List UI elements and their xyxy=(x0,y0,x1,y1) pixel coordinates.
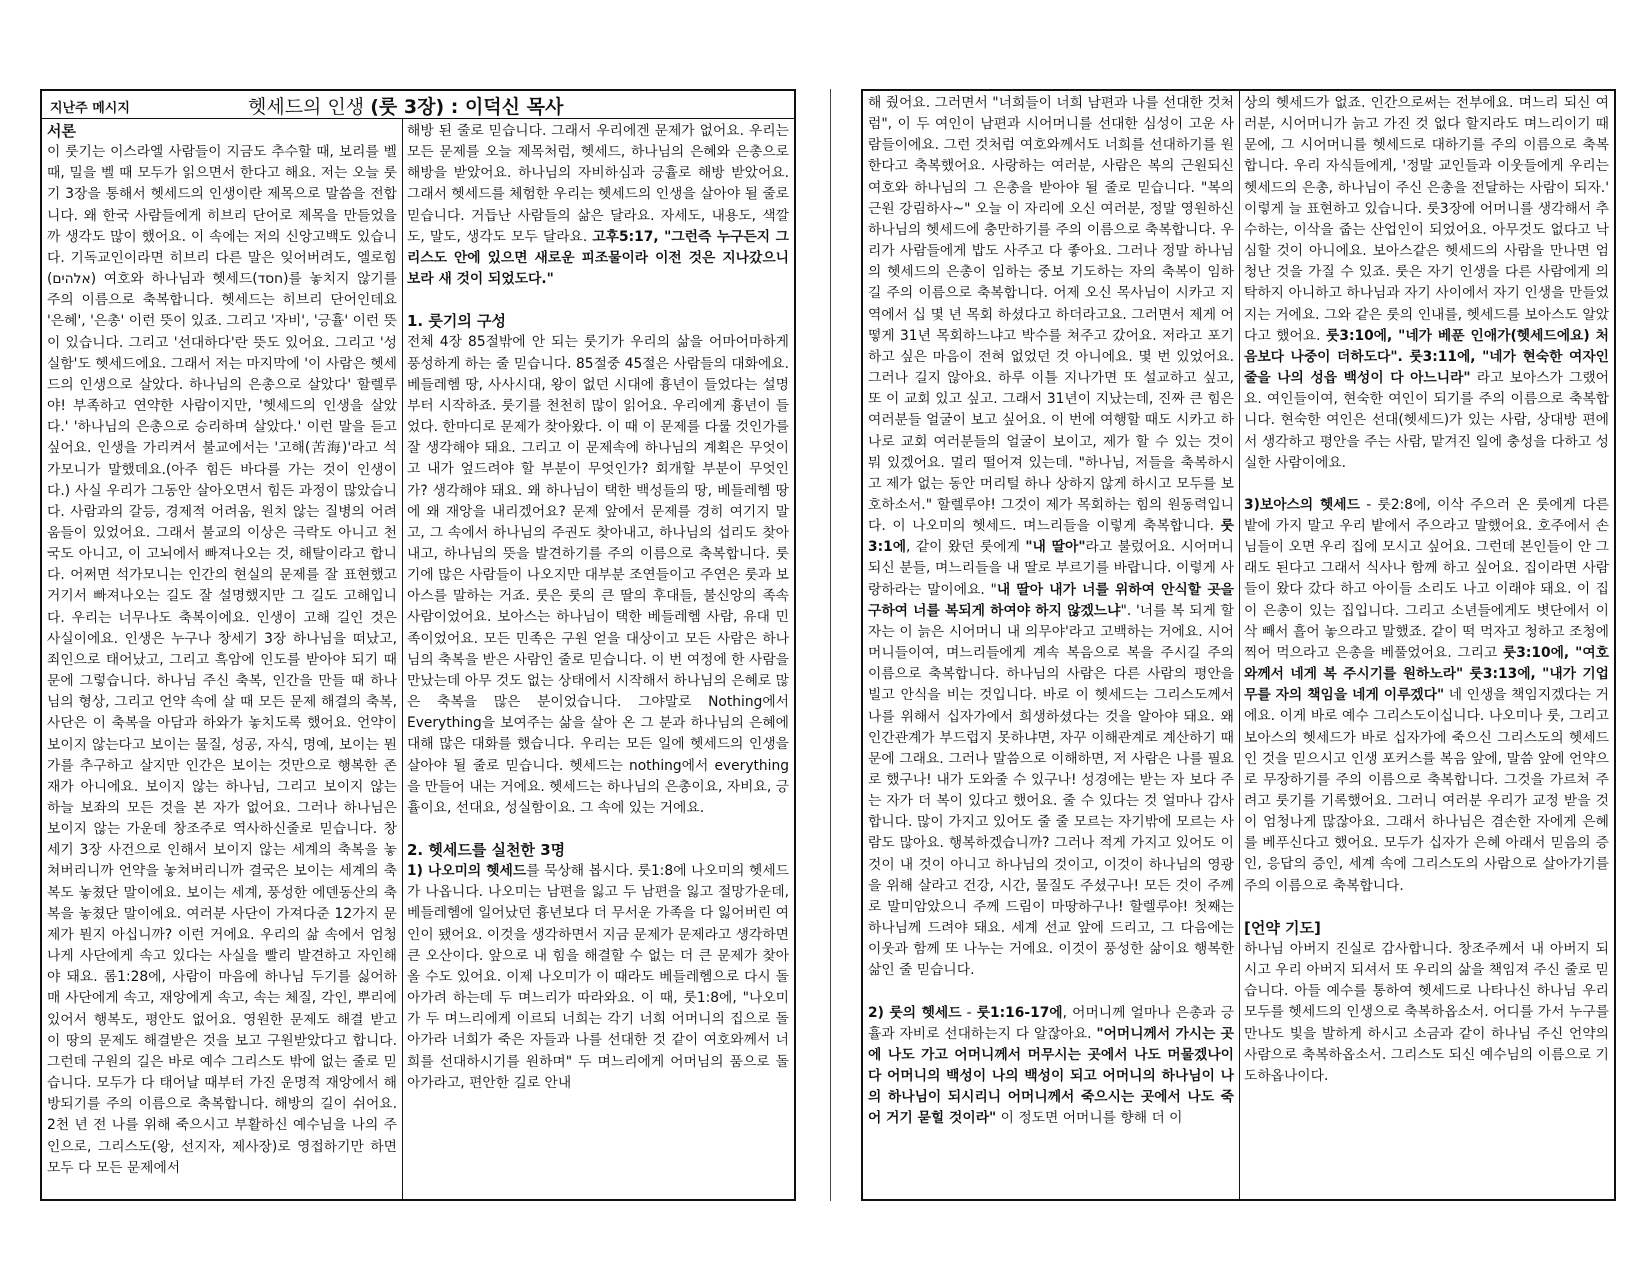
intro-heading: 서론 xyxy=(47,122,76,140)
verse-ref: 룻1:16-17에 xyxy=(976,1004,1063,1021)
paragraph xyxy=(407,121,789,290)
subheading: 2) 룻의 헷세드 xyxy=(868,1004,962,1021)
section-heading-1: 1. 룻기의 구성 xyxy=(407,312,507,331)
sermon-title xyxy=(248,92,563,119)
subheading: 3)보아스의 헷세드 xyxy=(1244,496,1360,513)
column-2 xyxy=(402,119,794,1199)
section-heading-2: 2. 헷세드를 실천한 3명 xyxy=(407,841,566,859)
right-page xyxy=(861,89,1616,1201)
paragraph-text: 해방 된 줄로 믿습니다. 그래서 우리에겐 문제가 없어요. 우리는 모든 문제를 오늘 제목처럼, 헷세드, 하나님의 은혜와 은총으로 해방을 받았어요. 하나님의 자비하심과 긍휼로 해방 받았어요. 그래서 헷세드를 체험한 우리는 헷세드의 인생을 살아야 될 줄로 믿습니다. 거듭난 사람들의 삶은 달라요. 자세도, 내용도, 색깔도, 말도, 생각도 모두 달라요. xyxy=(407,123,789,245)
sermon-title-bold: (룻 3장) : 이덕신 목사 xyxy=(370,96,564,118)
column-4 xyxy=(1239,91,1614,1199)
scripture-quote: 룻3:10에, "네가 베푼 인애가(헷세드에요) 처음보다 나중이 더하도다". 룻3:11에, "네가 현숙한 여자인 줄을 나의 성읍 백성이 다 아느니라" xyxy=(1244,327,1609,387)
paragraph xyxy=(407,861,789,1094)
paragraph-text: 상의 헷세드가 없죠. 인간으로써는 전부에요. 며느리 되신 여러분, 시어머니가 늙고 가진 것 없다 할지라도 며느리이기 때문에, 그 시어머니를 헷세드로 대하기를 주의 이름으로 축복합니다. 우리 자식들에게, '정말 교인들과 이웃들에게 우리는 헷세드의 은총, 하나님이 주신 은총을 전달하는 사람이 되자.' 이렇게 늘 표현하고 있습니다. 룻3장에 어머니를 생각해서 추수하는, 이삭을 줍는 산업인이 되었어요. 아무것도 없다고 낙심할 것이 아니에요. 보아스같은 헷세드의 사람을 만나면 엄청난 것을 가질 수 있죠. 룻은 자기 인생을 다른 사람에게 의탁하지 아니하고 하나님과 자기 사이에서 자기 인생을 만들었지는 거에요. 그와 같은 룻의 인내를, 헷세드를 보아스도 알았다고 했어요. xyxy=(1244,95,1609,344)
paragraph-text: 네 인생을 책임지겠다는 거에요. 이게 바로 예수 그리스도이십니다. 나오미나 룻, 그리고 보아스의 헷세드가 바로 십자가에 죽으신 그리스도의 헷세드인 것을 믿으시고 인생 포커스를 복음 앞에, 말씀 앞에 언약으로 무장하기를 주의 이름으로 축복합니다. 그것을 가르쳐 주려고 룻기를 기록했어요. 그러니 여러분 우리가 교정 받을 것이 엄청나게 많잖아요. 그래서 하나님은 겸손한 자에게 은혜를 베푸신다고 했어요. 모두가 십자가 은혜 아래서 믿음의 증인, 응답의 증인, 세계 속에 그리스도의 사람으로 살아가기를 주의 이름으로 축복합니다. xyxy=(1244,687,1609,894)
paragraph-text: 라고 보아스가 그랬어요. 여인들이여, 현숙한 여인이 되기를 주의 이름으로 축복합니다. 현숙한 여인은 선대(헷세드)가 있는 사람, 상대방 편에서 생각하고 평안을 주는 사람, 맡겨진 일에 충성을 다하고 성실한 사람이에요. xyxy=(1244,370,1610,471)
scripture-quote: 고후5:17, "그런즉 누구든지 그리스도 안에 있으면 새로운 피조물이라 이전 것은 지나갔으니 보라 새 것이 되었도다." xyxy=(407,228,789,288)
column-3 xyxy=(863,91,1239,1199)
paragraph-text: - 룻2:8에, 이삭 주으러 온 룻에게 다른 밭에 가지 말고 우리 밭에서 주으라고 말했어요. 호주에서 손님들이 오면 우리 집에 모시고 싶어요. 그런데 본인들이 안 그래도 된다고 그래서 식사나 함께 하고 싶어요. 집이라면 사람들이 왔다 갔다 하고 아이들 소리도 나고 이래야 돼요. 이 집이 은총이 있는 집입니다. 그리고 소년들에게도 볏단에서 이삭 빼서 흘어 놓으라고 말했죠. 같이 떡 먹자고 청하고 조청에 찍어 먹으라고 은총을 베풀었어요. 그리고 xyxy=(1244,496,1609,661)
scripture-quote: "어머니께서 가시는 곳에 나도 가고 어머니께서 머무시는 곳에서 나도 머물겠나이다 어머니의 백성이 나의 백성이 되고 어머니의 하나님이 나의 하나님이 되시리니 어머니께서 죽으시는 곳에서 나도 죽어 거기 묻힐 것이라" xyxy=(868,1025,1234,1127)
paragraph-text: , 어머니께 얼마나 은총과 긍휼과 자비로 선대하는지 다 알잖아요. xyxy=(868,1004,1234,1042)
quote: "내 딸아" xyxy=(1025,539,1086,556)
paragraph xyxy=(868,93,1234,982)
paragraph xyxy=(868,1003,1234,1130)
paragraph xyxy=(1244,495,1609,897)
paragraph-text: ". '너를 복 되게 할 자는 이 늙은 시어머니 내 의무야'라고 고백하는 거에요. 시어머니들이여, 며느리들에게 계속 복음으로 복을 주시길 주의 이름으로 축복합니다. 하나님의 사람은 다른 사람의 평안을 빌고 안식을 비는 것입니다. 바로 이 헷세드는 그리스도께서 나를 위해서 십자가에서 희생하셨다는 것을 알아야 돼요. 왜 인간관계가 부드럽지 못하냐면, 자꾸 이해관계로 계산하기 때문에 그래요. 그러나 말씀으로 이해하면, 저 사람은 나를 필요로 했구나! 내가 도와줄 수 있구나! 성경에는 받는 자 보다 주는 자가 더 복이 있다고 했어요. 줄 수 있다는 것 얼마나 감사합니다. 많이 가지고 있어도 줄 줄 모르는 자기밖에 모르는 사람도 많아요. 행복하겠습니까? 그러나 적게 가지고 있어도 이것이 내 것이 아니고 하나님의 것이고, 이것이 하나님의 영광을 위해 살라고 건강, 시간, 물질도 주셨구나! 모든 것이 주께로 말미암았으니 주께 드림이 마땅하구나! 할렐루야! 첫째는 하나님께 드려야 돼요. 세계 선교 앞에 드리고, 그 다음에는 이웃과 함께 또 나누는 거에요. 이것이 풍성한 삶이요 행복한 삶인 줄 믿습니다. xyxy=(868,602,1234,979)
page-fold-line xyxy=(830,89,831,1201)
sermon-title-plain: 헷세드의 인생 xyxy=(248,96,371,118)
paragraph xyxy=(1244,93,1609,474)
paragraph-text: 해 줬어요. 그러면서 "너희들이 너희 남편과 나를 선대한 것처럼", 이 두 여인이 남편과 시어머니를 선대한 심성이 고운 사람들이에요. 그런 것처럼 여호와께서도 너희를 선대하기를 원한다고 축복했어요. 사랑하는 여러분, 사람은 복의 근원되신 여호와 하나님의 그 은총을 받아야 될 줄로 믿습니다. "복의 근원 강림하사~" 오늘 이 자리에 오신 여러분, 정말 영원하신 하나님의 헷세드에 충만하기를 주의 이름으로 축복합니다. 우리가 사람들에게 밥도 사주고 다 좋아요. 그러나 정말 하나님의 헷세드의 은총이 임하는 중보 기도하는 자의 축복이 임하길 주의 이름으로 축복합니다. 어제 오신 목사님이 시카고 지역에서 십 몇 년 목회 하셨다고 하더라고요. 그러면서 제게 어떻게 31년 목회하느냐고 박수를 쳐주고 갔어요. 저라고 포기하고 싶은 마음이 전혀 없었던 것 아니에요. 몇 번 있었어요. 그러나 길지 않아요. 하루 이틀 지나가면 또 설교하고 싶고, 또 이 교회 있고 싶고. 그래서 31년이 지났는데, 진짜 큰 힘은 여러분들 얼굴이 보고 싶어요. 이 번에 여행할 때도 시카고 하나로 교회 여러분들의 얼굴이 보이고, 제가 할 수 있는 것이 뭐 있겠어요. 멀리 떨어져 있는데. "하나님, 저들을 축복하시고 제가 없는 동안 머리털 하나 상하지 않게 하시고 모두를 보호하소서." 할렐루야! 그것이 제가 목회하는 힘의 원동력입니다. 이 나오미의 헷세드. 며느리들을 이렇게 축복합니다. xyxy=(868,95,1234,535)
intro-paragraph: 이 룻기는 이스라엘 사람들이 지금도 추수할 때, 보리를 벨 때, 밀을 벨 때 모두가 읽으면서 한다고 해요. 저는 오늘 룻기 3장을 통해서 헷세드의 인생이란 제목으로 말씀을 전합니다. 왜 한국 사람들에게 히브리 단어로 제목을 만들었을까 생각도 많이 했어요. 이 속에는 저의 신앙고백도 있습니다. 기독교인이라면 히브리 다른 말은 잊어버려도, 엘로힘(אלהים) 여호와 하나님과 헷세드(חסד)를 놓치지 않기를 주의 이름으로 축복합니다. 헷세드는 히브리 단어인데요 '은혜', '은총' 이런 뜻이 있죠. 그리고 '자비', '긍휼' 이런 뜻이 있습니다. 그리고 '선대하다'란 뜻도 있어요. 그리고 '성실함'도 헷세드에요. 그래서 저는 마지막에 '이 사람은 헷세드의 인생으로 살았다. 하나님의 은총으로 살았다' 할렐루야! 부족하고 연약한 사람이지만, '헷세드의 인생을 살았다.' '하나님의 은총으로 승리하며 살았다.' 이런 말을 듣고 싶어요. 인생을 가리켜서 불교에서는 '고해(苦海)'라고 석가모니가 말했데요.(아주 힘든 바다를 가는 것이 인생이다.) 사실 우리가 그동안 살아오면서 힘든 과정이 많았습니다. 사람과의 갈등, 경제적 어려움, 원치 않는 질병의 어려움들이 있었어요. 그래서 불교의 이상은 극락도 아니고 천국도 아니고, 이 고뇌에서 빠져나오는 것, 해탈이라고 합니다. 어쩌면 석가모니는 인간의 현실의 문제를 잘 표현했고 거기서 빠져나오는 길도 잘 설명했지만 그 길도 고해입니다. 우리는 너무나도 축복이에요. 인생이 고해 길인 것은 사실이에요. 인생은 누구나 창세기 3장 하나님을 떠났고, 죄인으로 태어났고, 그리고 흑암에 인도를 받아야 되기 때문에 그렇습니다. 하나님 주신 축복, 인간을 만들 때 하나님의 형상, 그리고 언약 속에 살 때 모든 문제 해결의 축복, 사단은 이 축복을 아담과 하와가 놓치도록 했어요. 언약이 보이지 않는다고 보이는 물질, 성공, 자식, 명예, 보이는 뭔가를 추구하고 살지만 인간은 보이는 것만으로 행복한 존재가 아니에요. 보이지 않는 하나님, 그리고 보이지 않는 하늘 보좌의 모든 것을 본 자가 없어요. 그러나 하나님은 보이지 않는 가운데 창조주로 역사하신줄로 믿습니다. 창세기 3장 사건으로 인해서 보이지 않는 세계의 축복을 놓쳐버리니까 언약을 놓쳐버리니까 결국은 보이는 세계의 축복도 놓쳤단 말이에요. 보이는 세계, 풍성한 에덴동산의 축복을 놓쳤단 말이에요. 여러분 사단이 가져다준 12가지 문제가 뭔지 아십니까? 이런 거에요. 우리의 삶 속에서 엄청나게 사단에게 속고 있다는 사실을 빨리 발견하고 자인해야 돼요. 롬1:28에, 사람이 마음에 하나님 두기를 싫어하매 사단에게 속고, 재앙에게 속고, 속는 체질, 각인, 뿌리에 있어서 행복도, 평안도 없어요. 영원한 문제도 해결 받고 이 땅의 문제도 해결받은 것을 보고 구원받았다고 합니다. 그런데 구원의 길은 바로 예수 그리스도 밖에 없는 줄로 믿습니다. 모두가 다 태어날 때부터 가진 운명적 재앙에서 해방되기를 주의 이름으로 축복합니다. 해방의 길이 쉬어요. 2천 년 전 나를 위해 죽으시고 부활하신 예수님을 나의 주인으로, 그리스도(왕, 선지자, 제사장)로 영접하기만 하면 모두 다 모든 문제에서 xyxy=(47,144,397,1176)
column-1 xyxy=(42,119,402,1199)
paragraph-text: - xyxy=(961,1004,977,1021)
scripture-quote: 룻3:10에, "여호와께서 네게 복 주시기를 원하노라" 룻3:13에, "내가 기업무를 자의 책임을 네게 이루겠다" xyxy=(1244,644,1609,704)
subheading: 1) 나오미의 헷세드 xyxy=(407,863,527,880)
paragraph-text: , 같이 왔던 룻에게 xyxy=(906,539,1026,556)
header-tag: 지난주 메시지 xyxy=(50,101,130,116)
paragraph-text: 이 정도면 어머니를 향해 더 이 xyxy=(996,1110,1183,1127)
prayer-paragraph: 하나님 아버지 진실로 감사합니다. 창조주께서 내 아버지 되시고 우리 아버지 되셔서 또 우리의 삶을 책임져 주신 줄로 믿습니다. 아들 예수를 통하여 헷세드로 나타나신 하나님 우리 모두를 헷세드의 인생으로 축복하옵소서. 어디를 가서 누구를 만나도 빛을 발하게 하시고 소금과 같이 하나님 주신 언약의 사람으로 축복하옵소서. 그리스도 되신 예수님의 이름으로 기도하옵나이다. xyxy=(1244,940,1609,1084)
paragraph: 전체 4장 85절밖에 안 되는 룻기가 우리의 삶을 어마어마하게 풍성하게 하는 줄 믿습니다. 85절중 45절은 사람들의 대화에요. 베들레헴 땅, 사사시대, 왕이 없던 시대에 흉년이 들었다는 설명부터 시작하죠. 룻기를 천천히 많이 읽어요. 우리에게 흉년이 들었다. 한마디로 문제가 찾아왔다. 이 때 이 문제를 다룰 것인가를 잘 생각해야 돼요. 그리고 이 문제속에 하나님의 계획은 무엇이고 내가 엎드려야 할 부분이 무엇인가? 회개할 부분이 무엇인가? 생각해야 돼요. 왜 하나님이 택한 백성들의 땅, 베들레헴 땅에 왜 재앙을 내리겠어요? 문제 앞에서 문제를 경히 여기지 말고, 그 속에서 하나님의 주권도 찾아내고, 하나님의 섭리도 찾아내고, 하나님의 뜻을 발견하기를 주의 이름으로 축복합니다. 룻기에 많은 사람들이 나오지만 대부분 조연들이고 주연은 룻과 보아스를 말하는 거죠. 룻은 룻의 큰 딸의 후대들, 불신앙의 족속 사람이었어요. 보아스는 하나님이 택한 베들레헴 사람, 유대 민족이었어요. 모든 민족은 구원 얻을 대상이고 모든 사람은 하나님의 축복을 받은 사람인 줄로 믿습니다. 이 번 여정에 한 사람을 만났는데 아무 것도 없는 상태에서 시작해서 하나님의 은혜로 많은 축복을 많은 분이었습니다. 그야말로 Nothing에서 Everything을 보여주는 삶을 살아 온 그 분과 하나님의 은혜에 대해 많은 대화를 했습니다. 우리는 모든 일에 헷세드의 인생을 살아야 될 줄로 믿습니다. 헷세드는 nothing에서 everything을 만들어 내는 거에요. 헷세드는 하나님의 은총이요, 자비요, 긍휼이요, 선대요, 성실함이요. 그 속에 있는 거에요. xyxy=(407,334,789,816)
scripture-quote: 내 딸아 내가 너를 위하여 안식할 곳을 구하여 너를 복되게 하여야 하지 않겠느냐 xyxy=(868,581,1234,619)
page-header xyxy=(42,91,794,119)
left-page xyxy=(40,89,796,1201)
paragraph-text: 라고 불렀어요. 시어머니 되신 분들, 며느리들을 내 딸로 부르기를 바랍니다. 이렇게 사랑하라는 말이에요. " xyxy=(868,539,1234,598)
prayer-heading: [언약 기도] xyxy=(1244,918,1321,937)
paragraph-text: 를 묵상해 봅시다. 룻1:8에 나오미의 헷세드가 나옵니다. 나오미는 남편을 잃고 두 남편을 잃고 절망가운데, 베들레헴에 일어났던 흉년보다 더 무서운 가족을 다 잃어버린 여인이 됐어요. 이것을 생각하면서 지금 문제가 문제라고 생각하면 큰 오산이다. 앞으로 내 힘을 해결할 수 없는 더 큰 문제가 찾아올 수도 있어요. 이제 나오미가 이 때라도 베들레헴으로 다시 돌아가려 하는데 두 며느리가 따라와요. 이 때, 룻1:8에, "나오미가 두 며느리에게 이르되 너희는 각기 너희 어머니의 집으로 돌아가라 너희가 죽은 자들과 나를 선대한 것 같이 여호와께서 너희를 선대하시기를 원하며" 두 며느리에게 어머님의 품으로 돌아가라고, 편안한 길로 안내 xyxy=(407,863,789,1091)
verse-ref: 룻 3:1에 xyxy=(868,518,1234,556)
